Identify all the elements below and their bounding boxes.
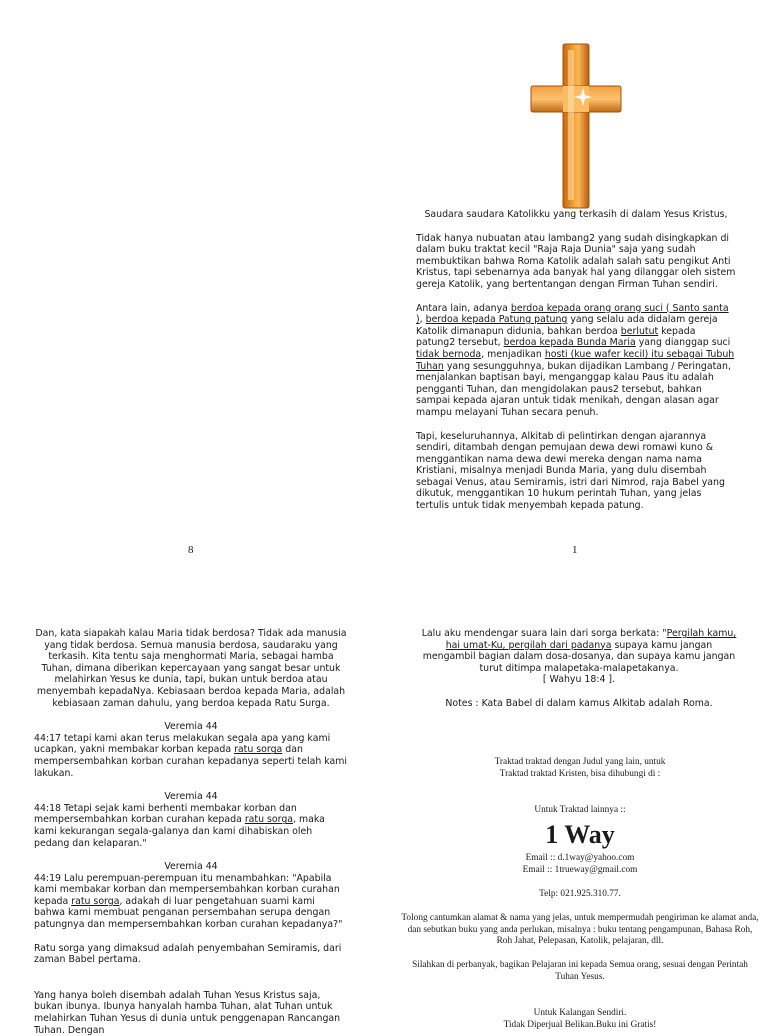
underlined-text: berdoa kepada Patung patung	[425, 314, 568, 326]
page-back-content	[418, 628, 740, 710]
verse-text	[34, 733, 348, 779]
underlined-text: ratu sorga	[244, 814, 294, 826]
untuk-traktad: Untuk Traktad lainnya ::	[534, 804, 626, 815]
underlined-text: berdoa kepada orang orang suci ( Santo santa )	[416, 302, 729, 326]
text-span: , maka kami kekurangan segala-galanya dan kami dihabiskan oleh pedang dan kelaparan."	[34, 814, 325, 849]
text-span: yang dianggap suci	[635, 337, 731, 349]
greeting: Saudara saudara Katolikku yang terkasih di dalam Yesus Kristus,	[424, 209, 728, 220]
free-note: Tidak Diperjual Belikan.Buku ini Gratis!	[503, 1019, 657, 1030]
maria-paragraph: Dan, kata siapakah kalau Maria tidak berdosa? Tidak ada manusia yang tidak berdosa. Semua manusia berdosa, saudaraku yang terkasih. Kita tentu saja menghormati Maria, sebagai hamba Tuhan, dimana diberikan kepercayaan yang sangat besar untuk melahirkan Yesus ke dunia, tapi, bukan untuk berdoa atau menyembah kepadaNya. Kebiasaan berdoa kepada Maria, adalah kebiasaan zaman dahulu, yang berdoa kepada Ratu Surga.	[35, 628, 347, 709]
conclusion-paragraph: Tapi, keseluruhannya, Alkitab di pelintirkan dengan ajarannya sendiri, ditambah dengan pemujaan dewa dewi romawi kuno & menggantikan nama dewa dewi mereka dengan nama nama Kristiani, misalnya menjadi Bunda Maria, yang dulu disembah sebagai Venus, atau Semiramis, istri dari Nimrod, raja Babel yang dikutuk, menggantikan 10 hukum perintah Tuhan, yang jelas tertulis untuk tidak menyembah kepada patung.	[416, 430, 725, 512]
text-span: yang selalu ada didalam gereja Katolik dimanapun didunia, bahkan berdoa	[416, 314, 718, 337]
underlined-text: tidak bernoda	[416, 348, 482, 360]
instructions: Tolong cantumkan alamat & nama yang jelas, untuk mempermudah pengiriman ke alamat anda, dan sebutkan buku yang anda perlukan, misalnya : buku tentang pengampunan, Bahasa Roh, Roh Jahat, Pelepasan, Katolik, pelajaran, dll.	[401, 912, 759, 947]
underlined-text: ratu sorga	[71, 895, 120, 907]
cross-icon	[528, 42, 624, 210]
page-1-content	[416, 209, 736, 512]
text-span: 44:19 Lalu perempuan-perempuan itu menambahkan: "Apabila kami membakar korban dan mempersembahkan korban curahan kepada	[34, 872, 340, 907]
text-span: ,	[419, 314, 426, 326]
text-span: Antara lain, adanya	[416, 302, 511, 314]
text-span: 44:18 Tetapi sejak kami berhenti membakar korban dan mempersembahkan korban curahan kepada	[34, 802, 297, 826]
email-2: Email :: 1trueway@gmail.com	[522, 865, 638, 876]
verse-title: Veremia 44	[164, 861, 218, 873]
text-span: , adakah di luar pengetahuan suami kami bahwa kami membuat penganan persembahan serupa dengan patungnya dan mempersembahkan korban curahan kepadanya?"	[34, 895, 343, 931]
page-number-left: 8	[188, 544, 194, 556]
email-1: Email :: d.1way@yahoo.com	[525, 853, 635, 864]
text-span: kepada patung2 tersebut,	[416, 325, 696, 349]
page-number-right: 1	[572, 544, 578, 556]
text-span: supaya kamu jangan mengambil bagian dalam dosa-dosanya, dan supaya kamu jangan turut ditimpa malapetaka-malapetakanya.	[422, 639, 736, 674]
page-8-content	[34, 628, 348, 1036]
contact-line: Traktad traktad dengan Judul yang lain, untuk	[494, 757, 666, 767]
text-span: dan mempersembahkan korban curahan kepadanya seperti telah kami lakukan.	[34, 744, 347, 779]
text-span: , menjadikan	[481, 348, 545, 360]
ratu-sorga-note: Ratu sorga yang dimaksud adalah penyembahan Semiramis, dari zaman Babel pertama.	[34, 942, 342, 966]
worship-paragraph: Yang hanya boleh disembah adalah Tuhan Yesus Kristus saja, bukan ibunya. Ibunya hanyalah hamba Tuhan, alat Tuhan untuk melahirkan Tuhan Yesus di dunia untuk penggenapan Rancangan Tuhan. Dengan	[34, 989, 341, 1036]
underlined-text: hosti (kue wafer kecil) itu sebagai Tubuh Tuhan	[416, 348, 735, 372]
underlined-text: berlutut	[620, 325, 659, 337]
text-span: Lalu aku mendengar suara lain dari sorga berkata: "	[421, 628, 667, 639]
text-span: yang sesungguhnya, bukan dijadikan Lambang / Peringatan, menjalankan baptisan bayi, menganggap kalau Paus itu adalah pengganti Tuhan, dan mengidolakan paus2 tersebut, bahkan sampai kepada ajaran untuk tidak menikah, dengan alasan agar mampu melayani Tuhan secara penuh.	[416, 360, 731, 418]
brand-title: 1 Way	[545, 820, 615, 850]
verse-title: Veremia 44	[164, 721, 218, 733]
text-span: 44:17 tetapi kami akan terus melakukan segala apa yang kami ucapkan, yakni membakar korban kepada	[34, 732, 331, 756]
contact-line: Traktad traktad Kristen, bisa dihubungi di :	[499, 768, 661, 779]
underlined-text: Pergilah kamu, hai umat-Ku, pergilah dari padanya	[445, 628, 737, 651]
intro-paragraph: Tidak hanya nubuatan atau lambang2 yang sudah disingkapkan di dalam buku traktat kecil "Raja Raja Dunia" saja yang sudah membuktikan bahwa Roma Katolik adalah salah satu pengikut Anti Kristus, tapi sebenarnya ada banyak hal yang dilanggar oleh sistem gereja Katolik, yang bertentangan dengan Firman Tuhan sendiri.	[416, 232, 736, 290]
verse-title: Veremia 44	[164, 791, 218, 803]
private-use-note: Untuk Kalangan Sendiri.	[533, 1007, 627, 1018]
violations-paragraph	[416, 303, 736, 419]
contact-block	[400, 757, 760, 1031]
quote-reference: [ Wahyu 18:4 ].	[542, 674, 616, 686]
notes: Notes : Kata Babel di dalam kamus Alkitab adalah Roma.	[445, 697, 713, 709]
verse-text	[34, 873, 348, 931]
underlined-text: ratu sorga	[234, 744, 283, 756]
verse-text	[34, 803, 348, 849]
share-note: Silahkan di perbanyak, bagikan Pelajaran ini kepada Semua orang, sesuai dengan Perintah Tuhan Yesus.	[412, 960, 748, 982]
underlined-text: berdoa kepada Bunda Maria	[503, 337, 636, 349]
wahyu-quote	[418, 628, 740, 686]
telephone: Telp: 021.925.310.77.	[539, 888, 621, 899]
